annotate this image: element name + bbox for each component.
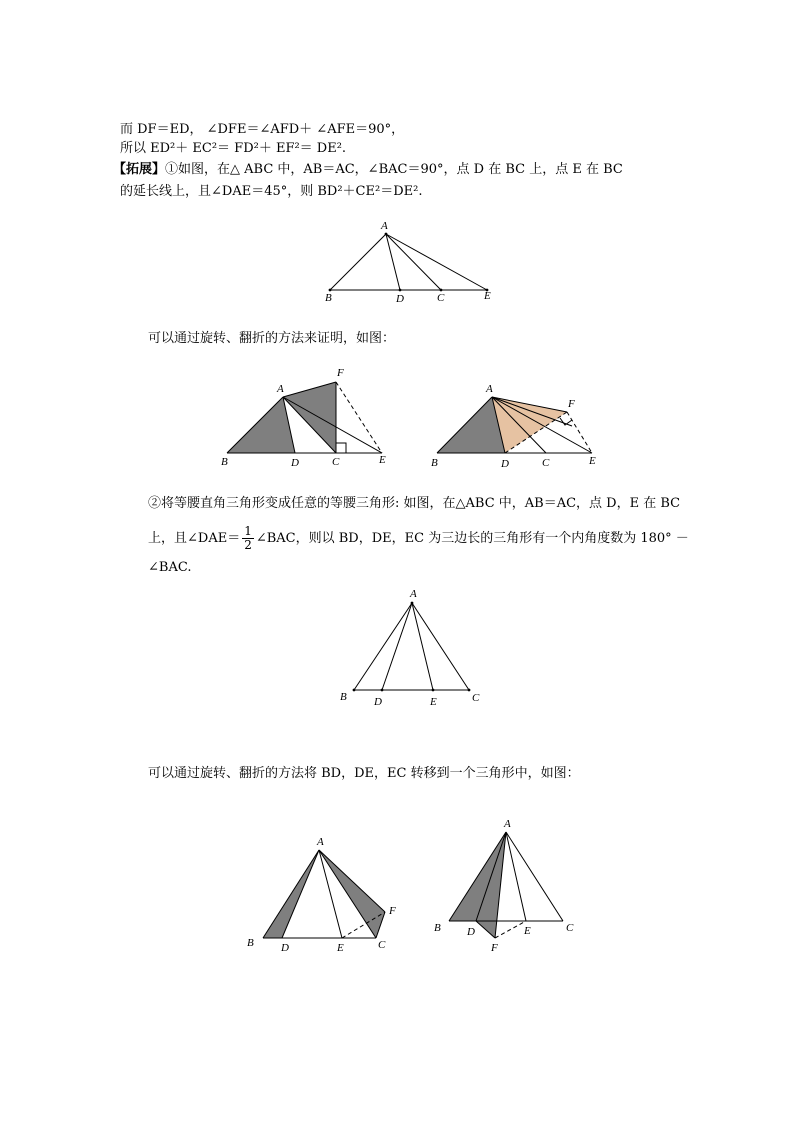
- label-A-5: A: [317, 836, 324, 848]
- label-E-5: E: [337, 942, 344, 954]
- label-C-3: C: [542, 457, 550, 469]
- shaded-triangle-afc-4: [319, 850, 385, 938]
- label-A-6: A: [504, 818, 511, 830]
- label-B-4: B: [340, 691, 347, 703]
- label-C: C: [437, 292, 445, 304]
- text-line-5: 可以通过旋转、翻折的方法来证明，如图：: [148, 331, 396, 346]
- label-A-2: A: [277, 383, 284, 395]
- label-E-6: E: [524, 925, 531, 937]
- section-heading: 【拓展】: [113, 162, 166, 177]
- label-B-5: B: [247, 937, 254, 949]
- label-F-5: F: [389, 905, 396, 917]
- label-E-3: E: [589, 455, 596, 467]
- text-line-4: 的延长线上，且∠DAE＝45°，则 BD²＋CE²＝DE².: [120, 184, 423, 199]
- label-C-5: C: [378, 939, 386, 951]
- text-line-8: ∠BAC.: [148, 560, 192, 575]
- label-C-6: C: [566, 922, 574, 934]
- label-D-3: D: [501, 458, 509, 470]
- label-F-6: F: [491, 942, 498, 954]
- text-line-1: 而 DF＝ED， ∠DFE＝∠AFD＋ ∠AFE＝90°，: [120, 122, 405, 137]
- label-B-3: B: [431, 457, 438, 469]
- text-line-6: ②将等腰直角三角形变成任意的等腰三角形: 如图，在△ABC 中，AB＝AC，点 D，E 在 BC: [148, 496, 681, 511]
- label-B: B: [325, 292, 332, 304]
- text-line-7b: ∠BAC，则以 BD，DE，EC 为三边长的三角形有一个内角度数为 180° －: [255, 531, 689, 546]
- label-D-5: D: [281, 942, 289, 954]
- label-E: E: [484, 290, 491, 302]
- label-D: D: [396, 293, 404, 305]
- text-line-9: 可以通过旋转、翻折的方法将 BD，DE，EC 转移到一个三角形中，如图：: [148, 766, 580, 781]
- label-D-2: D: [291, 457, 299, 469]
- fraction-numerator: 1: [244, 524, 252, 538]
- label-F-2: F: [337, 367, 344, 379]
- label-B-2: B: [221, 456, 228, 468]
- label-A-3: A: [486, 383, 493, 395]
- label-C-2: C: [332, 456, 340, 468]
- label-D-6: D: [467, 926, 475, 938]
- label-C-4: C: [472, 692, 480, 704]
- text-line-7a: 上，且∠DAE＝: [148, 531, 241, 546]
- text-line-2: 所以 ED²＋ EC²＝ FD²＋ EF²＝ DE².: [120, 141, 347, 156]
- label-A-4: A: [410, 588, 417, 600]
- fraction-denominator: 2: [244, 538, 252, 552]
- label-F-3: F: [568, 398, 575, 410]
- text-line-3-body: ①如图，在△ ABC 中，AB＝AC，∠BAC＝90°，点 D 在 BC 上，点 E 在 BC: [165, 162, 623, 177]
- label-B-6: B: [434, 922, 441, 934]
- label-E-4: E: [430, 696, 437, 708]
- label-E-2: E: [379, 454, 386, 466]
- label-D-4: D: [374, 696, 382, 708]
- label-A: A: [381, 220, 388, 232]
